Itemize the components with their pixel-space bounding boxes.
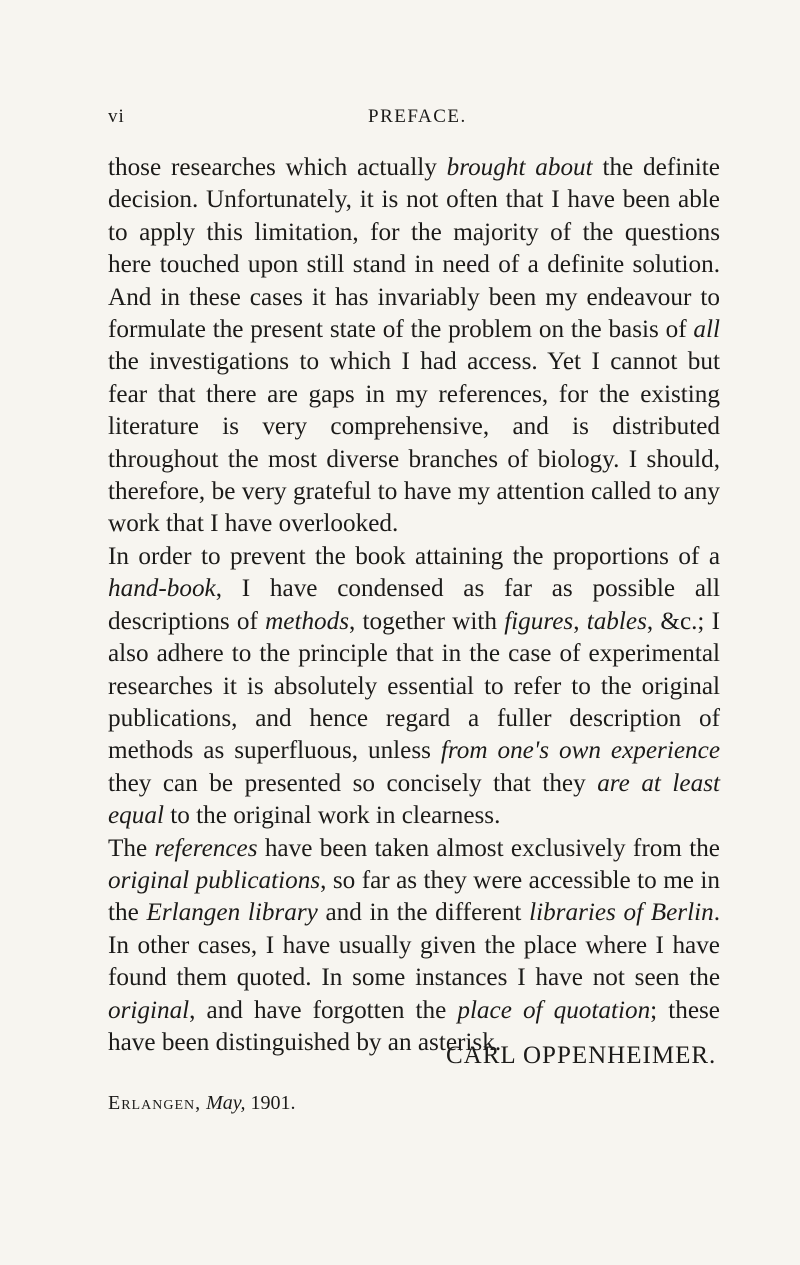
italic-phrase: from one's own experience [440, 737, 720, 765]
preface-body [108, 152, 720, 1059]
running-head [108, 106, 718, 136]
text-run: , I have condensed as far as possible all descriptions of [108, 575, 720, 635]
text-run: , [573, 607, 587, 635]
text-run: The [108, 834, 155, 862]
place-date-line [108, 1092, 296, 1115]
text-run: they can be presented so concisely that they [108, 769, 598, 797]
text-run: to the original work in clearness. [163, 802, 501, 830]
text-run: In order to prevent the book attaining the proportions of a [108, 542, 720, 570]
text-run: , together with [349, 607, 505, 635]
place-name: Erlangen, [108, 1092, 202, 1114]
text-run: the investigations to which I had access. Yet I cannot but fear that there are gaps in my references, for the existing literature is very comprehensive, and is distributed throughout the most diverse branches of biology. I should, therefore, be very grateful to have my attention called to any work that I have overlooked. [108, 348, 720, 538]
text-run: and in the different [317, 899, 530, 927]
text-run: those researches which actually [108, 154, 447, 181]
italic-phrase: Erlangen library [146, 899, 318, 927]
text-run: , &c.; I also adhere to the principle that in the case of experimental researches it is absolutely essential to refer to the original publications, and hence regard a fuller description of methods as superfluous, unless [108, 607, 721, 765]
italic-phrase: are at least equal [108, 769, 720, 830]
date-year: 1901. [250, 1092, 296, 1114]
running-title: PREFACE. [368, 106, 467, 127]
italic-phrase: figures [504, 607, 574, 635]
italic-phrase: original publications [108, 866, 321, 894]
italic-phrase: original [108, 996, 190, 1024]
italic-phrase: place of quotation [457, 996, 651, 1024]
text-run: , and have forgotten the [189, 996, 458, 1024]
italic-phrase: methods [265, 607, 350, 635]
paragraph-1 [108, 152, 720, 541]
text-run: , so far as they were accessible to me in the [108, 866, 720, 927]
italic-phrase: all [693, 316, 720, 344]
text-run: . In other cases, I have usually given the place where I have found them quoted. In some instances I have not seen the [108, 899, 720, 992]
page-number: vi [108, 106, 125, 127]
italic-phrase: tables [586, 607, 647, 635]
italic-phrase: libraries of Berlin [529, 899, 714, 927]
text-run: ; these have been distinguished by an asterisk. [108, 996, 720, 1056]
text-run: the definite decision. Unfortunately, it is not often that I have been able to apply this limitation, for the majority of the questions here touched upon still stand in need of a definite solution. And in these cases it has invariably been my endeavour to formulate the present state of the problem on the basis of [108, 154, 720, 344]
paragraph-3 [108, 833, 720, 1060]
date-month: May, [206, 1092, 246, 1114]
italic-phrase: brought about [446, 154, 593, 181]
italic-phrase: references [154, 834, 258, 862]
author-signature: CARL OPPENHEIMER. [446, 1042, 717, 1069]
text-run: have been taken almost exclusively from the [257, 834, 720, 862]
paragraph-2 [108, 541, 720, 833]
italic-phrase: hand-book [108, 575, 216, 603]
